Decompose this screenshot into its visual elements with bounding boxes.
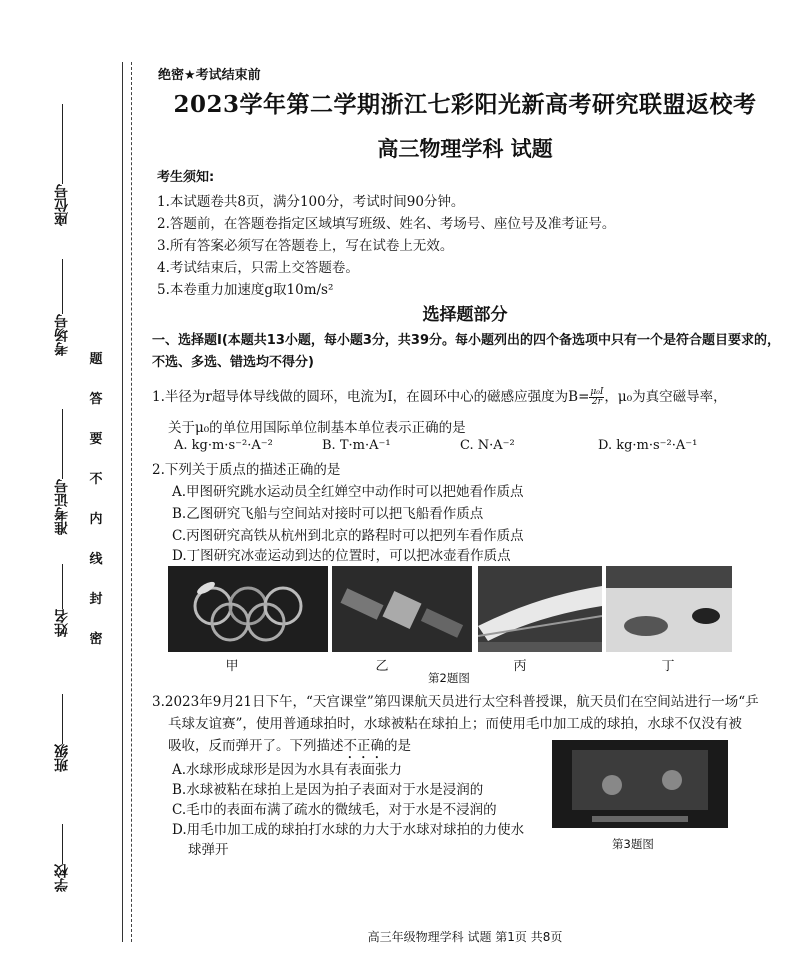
exam-title: 2023学年第二学期浙江七彩阳光新高考研究联盟返校考 <box>173 91 757 118</box>
q1-stem <box>152 385 727 407</box>
q2-option-d: D.丁图研究冰壶运动到达的位置时，可以把冰壶看作质点 <box>172 548 511 564</box>
field-underline <box>62 409 63 479</box>
notice-item: 3.所有答案必须写在答题卷上，写在试卷上无效。 <box>157 238 454 254</box>
q3-option-d: D.用毛巾加工成的球拍打水球的力大于水球对球拍的力使水 <box>172 822 525 838</box>
q1-stem-b: ，μ₀为真空磁导率， <box>604 389 727 405</box>
q3-line-1: 3.2023年9月21日下午，“天宫课堂”第四课航天员进行太空科普授课，航天员们在空间站进行一场“乒 <box>152 694 759 710</box>
figure-caption-q2: 第2题图 <box>428 671 470 685</box>
notice-item: 2.答题前，在答题卷指定区域填写班级、姓名、考场号、座位号及准考证号。 <box>157 216 616 232</box>
figure-caption-q3: 第3题图 <box>612 837 654 851</box>
q1-option-b: B. T·m·A⁻¹ <box>322 438 391 453</box>
spacecraft-icon <box>332 566 472 652</box>
field-label: 准考证号 <box>54 479 70 535</box>
field-ticket-number[interactable] <box>52 405 72 535</box>
photo-label-ding: 丁 <box>661 659 675 674</box>
photo-label-bing: 丙 <box>513 659 527 674</box>
binding-dashed-line <box>131 62 132 942</box>
field-class[interactable] <box>52 690 72 772</box>
q1-stem-a: 1.半径为r超导体导线做的圆环，电流为I，在圆环中心的磁感应强度为B= <box>152 389 590 405</box>
seal-char: 内 <box>89 512 103 527</box>
photo-label-yi: 乙 <box>375 659 389 674</box>
olympic-rings-icon <box>168 566 328 652</box>
seal-char: 封 <box>89 592 103 607</box>
train-photo <box>478 566 602 652</box>
q1-option-d: D. kg·m·s⁻²·A⁻¹ <box>598 438 698 453</box>
curling-stone-icon <box>606 566 732 652</box>
train-icon <box>478 566 602 652</box>
spacecraft-photo <box>332 566 472 652</box>
q1-formula-fraction <box>589 388 604 407</box>
field-label: 班级 <box>54 744 70 772</box>
field-label: 学校 <box>54 864 70 892</box>
seal-char: 密 <box>89 632 103 647</box>
binding-line <box>122 62 123 942</box>
space-station-photo <box>552 740 728 828</box>
section-intro: 一、选择题Ⅰ(本题共13小题，每小题3分，共39分。每小题列出的四个备选项中只有一个是符合题目要求的，不选、多选、错选均不得分) <box>152 333 781 370</box>
field-school[interactable] <box>52 820 72 892</box>
section-title: 选择题部分 <box>422 305 508 325</box>
field-name[interactable] <box>52 560 72 637</box>
q3-line-3a: 吸收，反而弹开了。下列描述 <box>168 738 344 754</box>
q2-option-c: C.丙图研究高铁从杭州到北京的路程时可以把列车看作质点 <box>172 528 524 544</box>
field-underline <box>62 104 63 184</box>
q2-option-b: B.乙图研究飞船与空间站对接时可以把飞船看作质点 <box>172 506 484 522</box>
field-label: 姓名 <box>54 609 70 637</box>
seal-char: 要 <box>89 432 103 447</box>
field-label: 考场号 <box>54 314 70 356</box>
notice-heading: 考生须知: <box>157 170 215 185</box>
page-footer: 高三年级物理学科 试题 第1页 共8页 <box>367 930 563 944</box>
seal-char: 答 <box>89 392 103 407</box>
exam-subtitle: 高三物理学科 试题 <box>377 136 553 161</box>
seal-char: 题 <box>89 352 103 367</box>
field-label: 座位号 <box>54 184 70 226</box>
field-seat-number[interactable] <box>52 100 72 226</box>
field-underline <box>62 824 63 864</box>
curling-photo <box>606 566 732 652</box>
field-underline <box>62 564 63 609</box>
q3-option-c: C.毛巾的表面布满了疏水的微绒毛，对于水是不浸润的 <box>172 802 497 818</box>
seal-char: 线 <box>89 552 103 567</box>
diver-photo <box>168 566 328 652</box>
q1-option-a: A. kg·m·s⁻²·A⁻² <box>174 438 273 453</box>
q2-stem: 2.下列关于质点的描述正确的是 <box>152 462 341 478</box>
space-station-icon <box>552 740 728 828</box>
q1-stem-c: 关于μ₀的单位用国际单位制基本单位表示正确的是 <box>168 420 466 436</box>
q3-line-3c: 的是 <box>384 738 411 754</box>
notice-item: 5.本卷重力加速度g取10m/s² <box>157 282 334 298</box>
secret-mark: 绝密★考试结束前 <box>158 68 261 83</box>
q3-option-d-cont: 球弹开 <box>188 842 229 858</box>
q2-option-a: A.甲图研究跳水运动员全红婵空中动作时可以把她看作质点 <box>172 484 524 500</box>
seal-char: 不 <box>89 472 103 487</box>
q3-option-b: B.水球被粘在球拍上是因为拍子表面对于水是浸润的 <box>172 782 484 798</box>
field-room-number[interactable] <box>52 255 72 356</box>
frac-numerator: μ₀I <box>590 387 604 397</box>
q3-emphasis: 不正确 <box>343 738 384 754</box>
q3-line-2: 乓球友谊赛”，使用普通球拍时，水球被粘在球拍上；而使用毛巾加工成的球拍，水球不仅没有被 <box>168 716 742 732</box>
q1-option-c: C. N·A⁻² <box>460 438 515 453</box>
frac-denominator: 2r <box>591 397 602 407</box>
photo-label-jia: 甲 <box>225 659 239 674</box>
field-underline <box>62 694 63 744</box>
notice-item: 4.考试结束后，只需上交答题卷。 <box>157 260 359 276</box>
q3-option-a: A.水球形成球形是因为水具有表面张力 <box>172 762 403 778</box>
field-underline <box>62 259 63 314</box>
notice-item: 1.本试题卷共8页，满分100分，考试时间90分钟。 <box>157 194 465 210</box>
